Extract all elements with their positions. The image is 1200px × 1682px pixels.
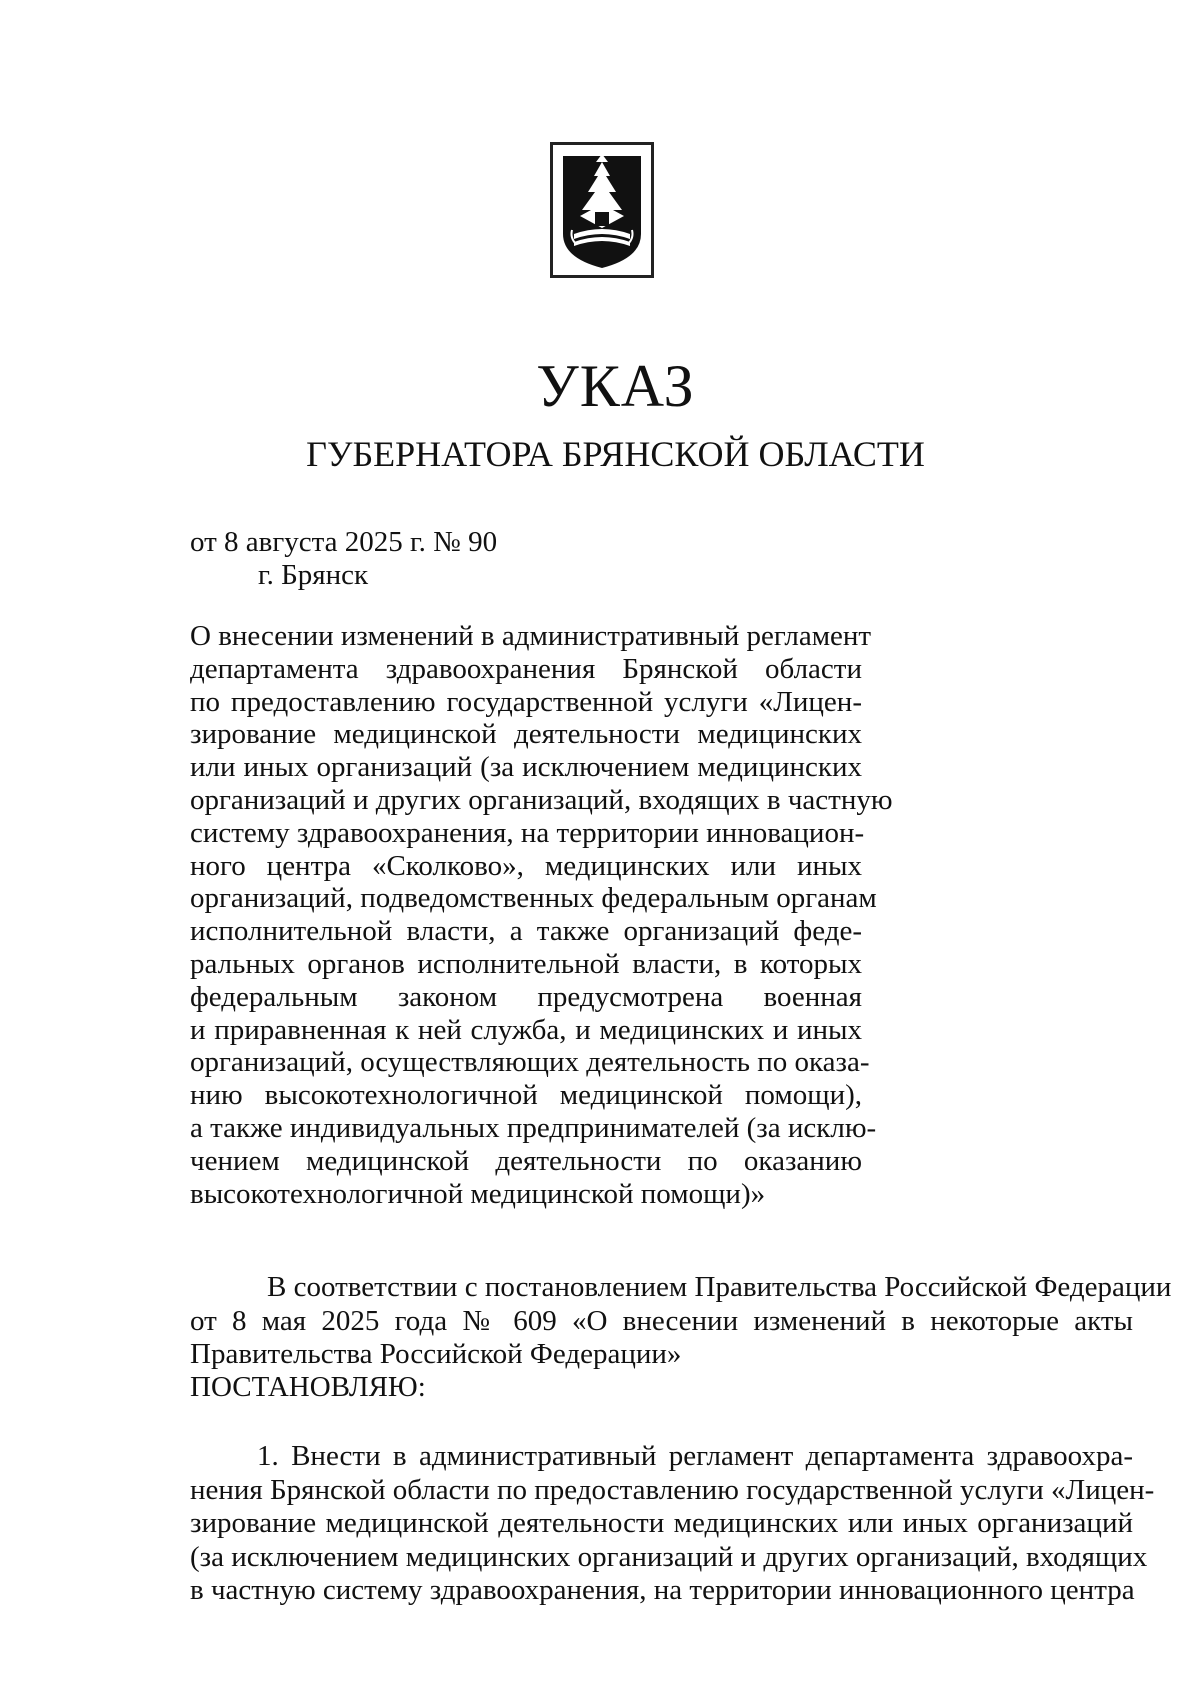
decree-item-1 (190, 1440, 1155, 1608)
heading-line: О внесении изменений в административный регламент (190, 620, 872, 652)
paragraph-line: Правительства Российской Федерации» (190, 1338, 682, 1370)
issuer-subtitle: ГУБЕРНАТОРА БРЯНСКОЙ ОБЛАСТИ (306, 434, 925, 474)
coat-of-arms-icon (550, 142, 654, 278)
paragraph-line: в частную систему здравоохранения, на территории инновационного центра (190, 1574, 1135, 1606)
paragraph-line: от 8 мая 2025 года № 609 «О внесении изменений в некоторые акты (190, 1304, 1133, 1337)
heading-line: а также индивидуальных предпринимателей (за исклю- (190, 1111, 877, 1144)
legal-basis-paragraph (190, 1271, 1172, 1372)
heading-line: высокотехнологичной медицинской помощи)» (190, 1177, 766, 1210)
heading-line: зирование медицинской деятельности медицинских (190, 718, 862, 751)
document-type-title: УКАЗ (536, 353, 695, 419)
heading-line: систему здравоохранения, на территории инновацион- (190, 816, 865, 849)
heading-line: организаций и других организаций, входящих в частную (190, 783, 893, 816)
heading-line: чением медицинской деятельности по оказанию (190, 1144, 862, 1177)
paragraph-line: (за исключением медицинских организаций и других организаций, входящих (190, 1540, 1148, 1573)
heading-line: организаций, подведомственных федеральным органам (190, 882, 877, 915)
decree-operative-word: ПОСТАНОВЛЯЮ: (190, 1371, 426, 1403)
paragraph-line: 1. Внести в административный регламент департамента здравоохра- (257, 1440, 1133, 1472)
heading-line: ного центра «Сколково», медицинских или иных (190, 849, 862, 882)
heading-line: и приравненная к ней служба, и медицинских и иных (190, 1013, 862, 1046)
decree-heading (190, 620, 893, 1210)
paragraph-line: В соответствии с постановлением Правительства Российской Федерации (267, 1271, 1172, 1303)
heading-line: организаций, осуществляющих деятельность по оказа- (190, 1046, 870, 1079)
heading-line: ральных органов исполнительной власти, в которых (190, 947, 862, 980)
heading-line: исполнительной власти, а также организаций феде- (190, 915, 862, 948)
paragraph-line: зирование медицинской деятельности медицинских или иных организаций (190, 1507, 1133, 1539)
heading-line: по предоставлению государственной услуги «Лицен- (190, 685, 862, 718)
heading-line: нию высокотехнологичной медицинской помощи), (190, 1079, 862, 1112)
heading-line: департамента здравоохранения Брянской области (190, 652, 862, 685)
issue-city: г. Брянск (258, 559, 369, 591)
date-and-number: от 8 августа 2025 г. № 90 (190, 526, 498, 558)
heading-line: или иных организаций (за исключением медицинских (190, 751, 862, 784)
heading-line: федеральным законом предусмотрена военная (190, 980, 862, 1013)
paragraph-line: нения Брянской области по предоставлению государственной услуги «Лицен- (190, 1473, 1155, 1506)
